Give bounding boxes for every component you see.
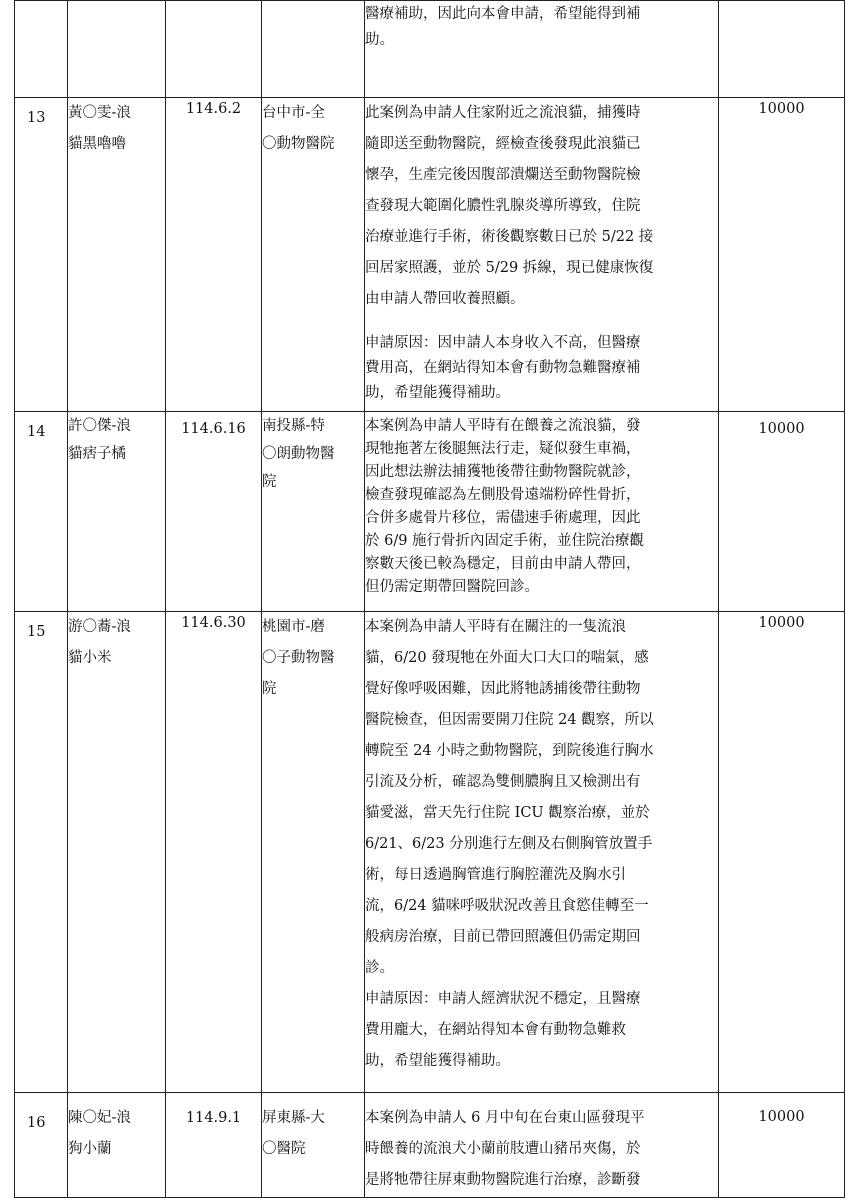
description-line: 引流及分析，確認為雙側膿胸且又檢測出有 xyxy=(365,774,641,790)
applicant-cell xyxy=(68,98,166,412)
hospital-line: 〇醫院 xyxy=(262,1141,306,1157)
description-line: 此案例為申請人住家附近之流浪貓，捕獲時 xyxy=(365,105,641,121)
description-cell xyxy=(365,98,719,412)
hospital-line: 院 xyxy=(262,681,277,697)
date-cell: 114.6.16 xyxy=(166,412,262,612)
description-line: 但仍需定期帶回醫院回診。 xyxy=(365,579,539,595)
description-line: 因此想法辦法捕獲牠後帶往動物醫院就診， xyxy=(365,464,641,480)
reason-line: 申請原因：申請人經濟狀況不穩定，且醫療 xyxy=(365,991,641,1007)
hospital-line: 桃園市-磨 xyxy=(262,619,325,635)
description-cell xyxy=(365,412,719,612)
date-cell: 114.9.1 xyxy=(166,1093,262,1198)
description-line: 檢查發現確認為左側股骨遠端粉碎性骨折， xyxy=(365,487,641,503)
description-line: 轉院至 24 小時之動物醫院，到院後進行胸水 xyxy=(365,743,654,759)
description-line: 6/21、6/23 分別進行左側及右側胸管放置手 xyxy=(365,836,653,852)
subsidy-table xyxy=(14,0,845,1198)
description-line: 醫療補助，因此向本會申請，希望能得到補 xyxy=(365,6,641,22)
description-line: 覺好像呼吸困難，因此將牠誘捕後帶往動物 xyxy=(365,681,641,697)
hospital-line: 〇朗動物醫 xyxy=(262,446,335,462)
description-line: 治療並進行手術，術後觀察數日已於 5/22 接 xyxy=(365,229,654,245)
applicant-cell xyxy=(68,612,166,1093)
description-line: 助。 xyxy=(365,32,394,48)
applicant-cell xyxy=(68,1,166,98)
applicant-cell xyxy=(68,412,166,612)
amount-cell xyxy=(719,1,845,98)
hospital-cell xyxy=(262,612,365,1093)
table-row xyxy=(15,412,845,612)
description-line: 懷孕，生產完後因腹部潰爛送至動物醫院檢 xyxy=(365,167,641,183)
description-line: 醫院檢查，但因需要開刀住院 24 觀察，所以 xyxy=(365,712,654,728)
hospital-cell xyxy=(262,98,365,412)
description-line: 於 6/9 施行骨折內固定手術，並住院治療觀 xyxy=(365,533,645,549)
hospital-line: 屏東縣-大 xyxy=(262,1110,325,1126)
amount-cell: 10000 xyxy=(719,1093,845,1198)
hospital-cell xyxy=(262,1093,365,1198)
applicant-cell xyxy=(68,1093,166,1198)
table-row xyxy=(15,612,845,1093)
description-line: 診。 xyxy=(365,960,394,976)
description-line: 時餵養的流浪犬小蘭前肢遭山豬吊夾傷，於 xyxy=(365,1141,641,1157)
description-line: 查發現大範圍化膿性乳腺炎導所導致，住院 xyxy=(365,198,641,214)
description-line: 回居家照護，並於 5/29 拆線，現已健康恢復 xyxy=(365,260,654,276)
description-line: 合併多處骨片移位，需儘速手術處理，因此 xyxy=(365,510,641,526)
description-line: 察數天後已較為穩定，目前由申請人帶回， xyxy=(365,556,641,572)
reason-line: 費用龐大，在網站得知本會有動物急難救 xyxy=(365,1022,626,1038)
applicant-line: 貓小米 xyxy=(68,650,112,666)
case-number: 14 xyxy=(15,412,68,612)
case-number: 13 xyxy=(15,98,68,412)
date-cell: 114.6.30 xyxy=(166,612,262,1093)
date-cell xyxy=(166,1,262,98)
case-number: 16 xyxy=(15,1093,68,1198)
reason-line: 申請原因：因申請人本身收入不高，但醫療 xyxy=(365,335,641,351)
applicant-line: 黃〇雯-浪 xyxy=(68,105,131,121)
description-line: 由申請人帶回收養照顧。 xyxy=(365,291,525,307)
applicant-line: 許〇傑-浪 xyxy=(68,418,131,434)
description-line: 本案例為申請人平時有在餵養之流浪貓，發 xyxy=(365,418,641,434)
description-line: 本案例為申請人 6 月中旬在台東山區發現平 xyxy=(365,1110,645,1126)
reason-line: 助，希望能獲得補助。 xyxy=(365,385,510,401)
hospital-line: 〇動物醫院 xyxy=(262,136,335,152)
description-cell xyxy=(365,1093,719,1198)
applicant-line: 貓痞子橘 xyxy=(68,446,126,462)
hospital-line: 院 xyxy=(262,474,277,490)
case-number xyxy=(15,1,68,98)
reason-line: 費用高，在網站得知本會有動物急難醫療補 xyxy=(365,360,641,376)
hospital-cell xyxy=(262,412,365,612)
applicant-line: 游〇蕎-浪 xyxy=(68,619,131,635)
applicant-line: 狗小蘭 xyxy=(68,1141,112,1157)
description-cell xyxy=(365,1,719,98)
description-line: 隨即送至動物醫院，經檢查後發現此浪貓已 xyxy=(365,136,641,152)
applicant-line: 貓黑嚕嚕 xyxy=(68,136,126,152)
description-line: 貓，6/20 發現牠在外面大口大口的喘氣，感 xyxy=(365,650,649,666)
table-row xyxy=(15,1,845,98)
description-line: 流，6/24 貓咪呼吸狀況改善且食慾佳轉至一 xyxy=(365,898,649,914)
amount-cell: 10000 xyxy=(719,412,845,612)
description-line: 是將牠帶往屏東動物醫院進行治療，診斷發 xyxy=(365,1172,641,1188)
amount-cell: 10000 xyxy=(719,98,845,412)
applicant-line: 陳〇妃-浪 xyxy=(68,1110,131,1126)
description-line: 現牠拖著左後腿無法行走，疑似發生車禍， xyxy=(365,441,641,457)
description-cell xyxy=(365,612,719,1093)
reason-line: 助，希望能獲得補助。 xyxy=(365,1053,510,1069)
hospital-line: 台中市-全 xyxy=(262,105,325,121)
hospital-line: 〇子動物醫 xyxy=(262,650,335,666)
table-row xyxy=(15,98,845,412)
date-cell: 114.6.2 xyxy=(166,98,262,412)
description-line: 術，每日透過胸管進行胸腔灌洗及胸水引 xyxy=(365,867,626,883)
amount-cell: 10000 xyxy=(719,612,845,1093)
table-row xyxy=(15,1093,845,1198)
description-line: 般病房治療，目前已帶回照護但仍需定期回 xyxy=(365,929,641,945)
case-number: 15 xyxy=(15,612,68,1093)
description-line: 貓愛滋，當天先行住院 ICU 觀察治療，並於 xyxy=(365,805,650,821)
description-line: 本案例為申請人平時有在關注的一隻流浪 xyxy=(365,619,626,635)
hospital-cell xyxy=(262,1,365,98)
hospital-line: 南投縣-特 xyxy=(262,418,325,434)
